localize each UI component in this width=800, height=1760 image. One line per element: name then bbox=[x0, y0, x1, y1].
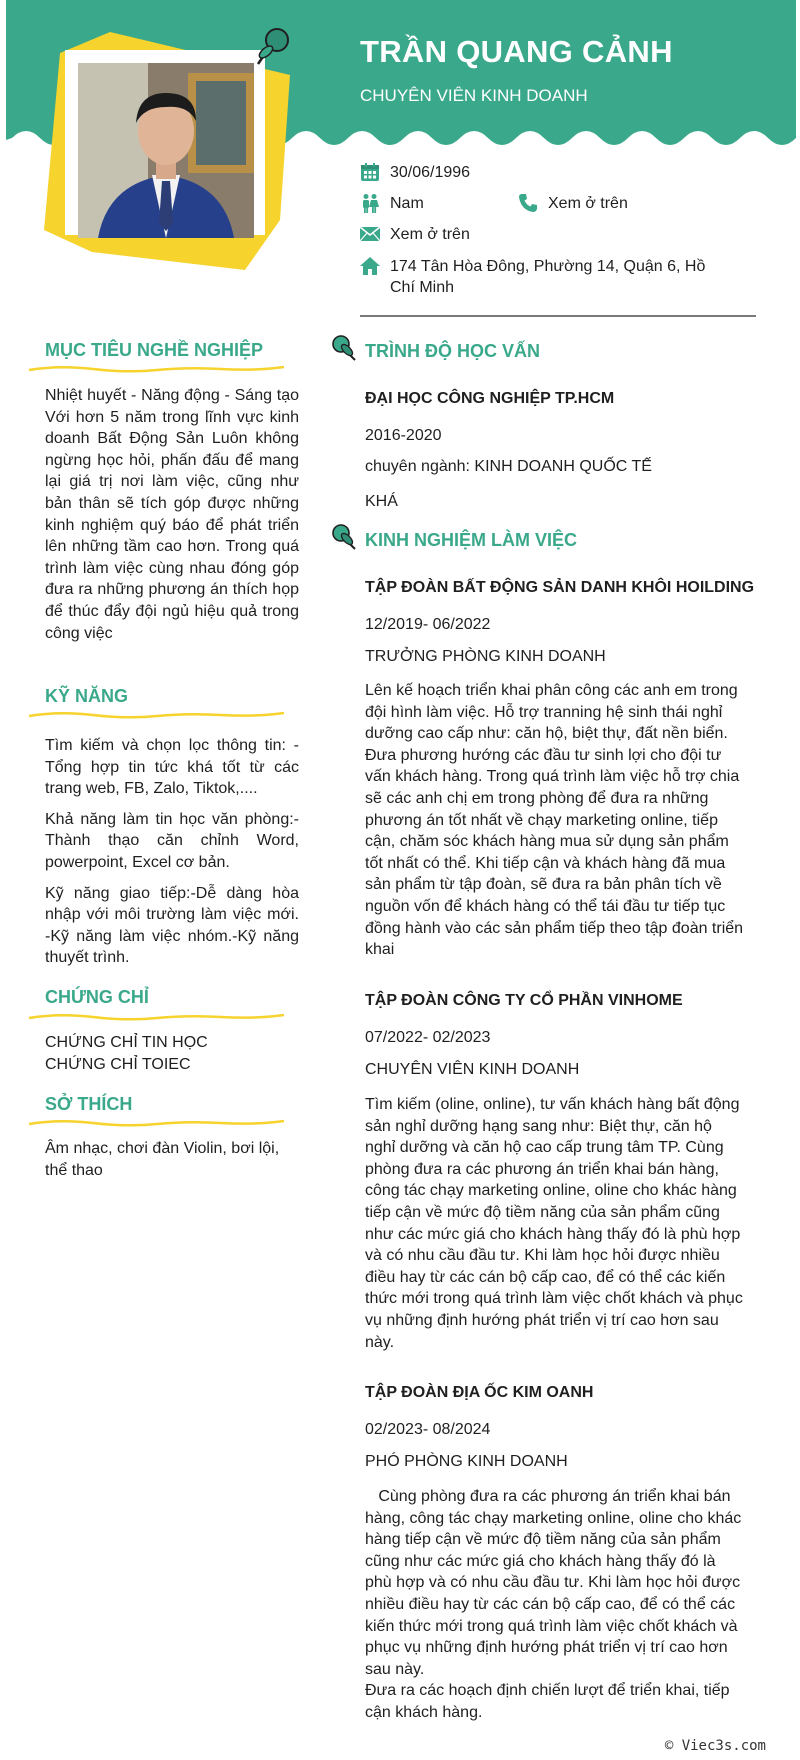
pushpin-icon bbox=[252, 26, 292, 70]
email-row bbox=[360, 224, 470, 245]
job-position: PHÓ PHÒNG KINH DOANH bbox=[365, 1453, 568, 1470]
skill-item: Khả năng làm tin học văn phòng:- Thành thạo căn chỉnh Word, powerpoint, Excel cơ bản. bbox=[45, 810, 299, 871]
job-description: Tìm kiếm (oline, online), tư vấn khách hàng bất động sản nghỉ dưỡng hạng sang như: Biệt thự, căn hộ nghỉ dưỡng và căn hộ cao cấp trung tâm TP. Cùng phòng đưa ra các phương án triển khai bán hàng, công tác chạy marketing online, oline cho khác hàng tiếp cận về mức độ tiềm năng của sản phẩm cũng như các mức giá cho khách hàng thấy đó là phù hợp và có nhu cầu đầu tư. Khi làm học hỏi được nhiều điều hay từ các cán bộ cấp cao, để có thể các kiến thức mới trong quá trình làm việc chốt khách và phục vụ những định hướng phát triển vị trí cao hơn sau này. bbox=[365, 1096, 743, 1351]
job-description-main: Cùng phòng đưa ra các phương án triển khai bán hàng, công tác chạy marketing online, oline cho khác hàng tiếp cận về mức độ tiềm năng của sản phẩm cũng như các mức giá cho khách hàng thấy đó là phù hợp và có nhu cầu đầu tư. Khi làm học hỏi được nhiều điều hay từ các cán bộ cấp cao, để có thể các kiến thức mới trong quá trình làm việc chốt khách và phục vụ những định hướng phát triển vị trí cao hơn sau này. bbox=[365, 1488, 746, 1678]
education-grade: KHÁ bbox=[365, 493, 398, 510]
job-company: TẬP ĐOÀN ĐỊA ỐC KIM OANH bbox=[365, 1384, 594, 1401]
job-description: Lên kế hoạch triển khai phân công các anh em trong đội hình làm việc. Hỗ trợ tranning hệ sinh thái nghỉ dưỡng cao cấp như: căn hộ, biệt thự, đất nền biển. Đưa phương hướng các đầu tư sinh lợi cho đội tư vấn khách hàng. Trong quá trình làm việc hỗ trợ chia sẽ các anh chị em trong phòng để đưa ra những phương án tốt nhất về chạy marketing online, tiếp cận, chăm sóc khách hàng mua sử dụng sản phẩm tốt nhất có thể. Khi tiếp cận và khách hàng đã mua sản phẩm từ tập đoàn, sẽ đưa ra bản phân tích về nguồn vốn để khách hàng có thể tái đầu tư tiếp tục đồng hành vào các sản phẩm tiếp theo tập đoàn triển khai bbox=[365, 682, 744, 959]
gender-value: Nam bbox=[390, 195, 424, 212]
pushpin-icon bbox=[330, 334, 358, 364]
birthday-value: 30/06/1996 bbox=[390, 164, 471, 181]
job-position: CHUYÊN VIÊN KINH DOANH bbox=[365, 1061, 580, 1078]
address-row bbox=[360, 256, 716, 298]
job-company: TẬP ĐOÀN BẤT ĐỘNG SẢN DANH KHÔI HOILDING bbox=[365, 579, 755, 596]
home-icon bbox=[360, 256, 380, 276]
certificates-underline bbox=[29, 1011, 284, 1025]
objective-text: Nhiệt huyết - Năng động - Sáng tạo Với hơn 5 năm trong lĩnh vực kinh doanh Bất Động Sản Luôn không ngừng học hỏi, phấn đấu để mang lại giá trị nơi làm việc, cũng như bản thân sẽ tích góp được những kinh nghiệm quý báo để phát triển lên những tầm cao hơn. Trong quá trình làm việc cùng nhau đóng góp đưa ra những phương án thích họp để thúc đẩy đội ngủ hiệu quả trong công việc bbox=[45, 387, 299, 642]
skills-list bbox=[45, 735, 299, 978]
skill-item: Kỹ năng giao tiếp:-Dễ dàng hòa nhập với môi trường làm việc mới. -Kỹ năng làm việc nhóm.-Kỹ năng thuyết trình. bbox=[45, 884, 299, 967]
candidate-name: TRẦN QUANG CẢNH bbox=[360, 34, 673, 69]
calendar-icon bbox=[360, 162, 380, 182]
hobbies-text: Âm nhạc, chơi đàn Violin, bơi lội, thể thao bbox=[45, 1140, 280, 1179]
phone-value[interactable]: Xem ở trên bbox=[548, 195, 628, 212]
certificates-title: CHỨNG CHỈ bbox=[45, 987, 149, 1007]
envelope-icon bbox=[360, 224, 380, 244]
job-period: 02/2023- 08/2024 bbox=[365, 1421, 491, 1438]
job-company: TẬP ĐOÀN CÔNG TY CỔ PHẦN VINHOME bbox=[365, 992, 683, 1009]
phone-icon bbox=[518, 193, 538, 213]
job-description-extra: Đưa ra các hoạch định chiến lượt để triển khai, tiếp cận khách hàng. bbox=[365, 1682, 735, 1721]
address-value: 174 Tân Hòa Đông, Phường 14, Quận 6, Hồ Chí Minh bbox=[390, 258, 706, 296]
experience-title: KINH NGHIỆM LÀM VIỆC bbox=[365, 530, 578, 550]
education-title: TRÌNH ĐỘ HỌC VẤN bbox=[365, 341, 540, 361]
job-period: 12/2019- 06/2022 bbox=[365, 616, 491, 633]
objective-underline bbox=[29, 363, 284, 377]
watermark: © Viec3s.com bbox=[664, 1738, 766, 1754]
pushpin-icon bbox=[330, 523, 358, 553]
job-position: TRƯỞNG PHÒNG KINH DOANH bbox=[365, 648, 606, 665]
header-divider bbox=[360, 315, 756, 317]
candidate-role: CHUYÊN VIÊN KINH DOANH bbox=[360, 86, 588, 105]
skill-item: Tìm kiếm và chọn lọc thông tin: - Tổng hợp tin tức khá tốt từ các trang web, FB, Zalo, Tiktok,.... bbox=[45, 737, 299, 798]
certificate-item: CHỨNG CHỈ TIN HỌC bbox=[45, 1034, 208, 1051]
email-value[interactable]: Xem ở trên bbox=[390, 226, 470, 243]
objective-title: MỤC TIÊU NGHỀ NGHIỆP bbox=[45, 340, 264, 360]
hobbies-title: SỞ THÍCH bbox=[45, 1094, 133, 1114]
phone-row bbox=[518, 193, 628, 214]
education-years: 2016-2020 bbox=[365, 427, 442, 444]
school-name: ĐẠI HỌC CÔNG NGHIỆP TP.HCM bbox=[365, 390, 615, 407]
skills-title: KỸ NĂNG bbox=[45, 686, 129, 706]
job-period: 07/2022- 02/2023 bbox=[365, 1029, 491, 1046]
certificate-item: CHỨNG CHỈ TOIEC bbox=[45, 1055, 191, 1073]
skills-underline bbox=[29, 709, 284, 723]
hobbies-underline bbox=[29, 1117, 284, 1131]
birthday-row bbox=[360, 162, 470, 183]
people-icon bbox=[360, 193, 380, 213]
certificates-list bbox=[45, 1032, 299, 1075]
profile-photo bbox=[78, 63, 254, 238]
job-description bbox=[365, 1486, 745, 1724]
education-major: chuyên ngành: KINH DOANH QUỐC TẾ bbox=[365, 458, 652, 475]
gender-row bbox=[360, 193, 424, 214]
education-block bbox=[365, 390, 755, 408]
